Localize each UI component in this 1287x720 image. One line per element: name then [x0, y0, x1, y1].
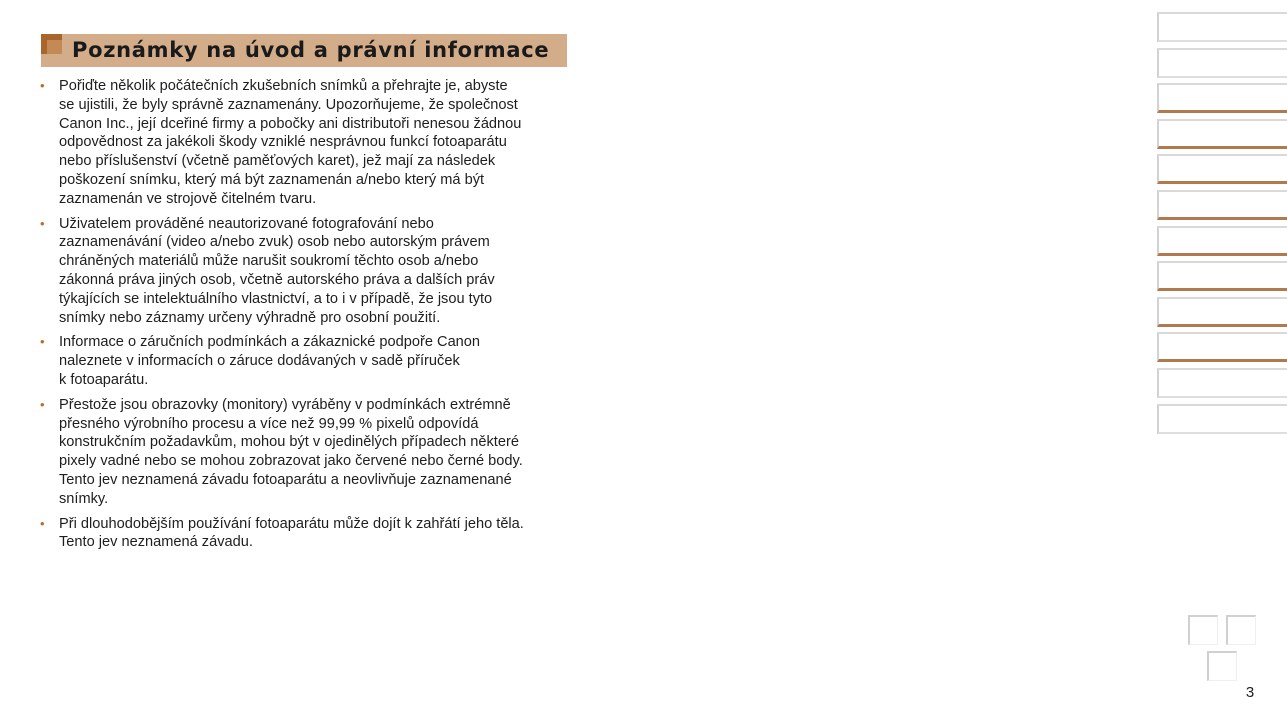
note-line: Uživatelem prováděné neautorizované fotografování nebo: [59, 215, 434, 232]
note-item: [41, 215, 566, 328]
note-line: odpovědnost za jakékoli škody vzniklé nesprávnou funkcí fotoaparátu: [59, 134, 507, 151]
note-line: zaznamenávání (video a/nebo zvuk) osob nebo autorským právem: [59, 234, 490, 251]
note-line: chráněných materiálů může narušit soukromí těchto osob a/nebo: [59, 253, 479, 270]
note-line: poškození snímku, který má být zaznamenán a/nebo který má být: [59, 171, 485, 188]
note-line: konstrukčním požadavkům, mohou být v ojedinělých případech některé: [59, 434, 519, 451]
chapter-tab-4[interactable]: [1157, 119, 1287, 149]
bullet-icon: •: [40, 215, 45, 231]
chapter-tab-7[interactable]: [1157, 226, 1287, 256]
note-line: se ujistili, že byly správně zaznamenány. Upozorňujeme, že společnost: [59, 96, 518, 113]
note-line: pixely vadné nebo se mohou zobrazovat jako červené nebo černé body.: [59, 453, 523, 470]
bullet-icon: •: [40, 334, 45, 350]
back-button[interactable]: [1207, 651, 1237, 681]
chapter-tab-2[interactable]: [1157, 48, 1287, 78]
note-line: Přestože jsou obrazovky (monitory) vyráběny v podmínkách extrémně: [59, 396, 511, 413]
note-line: přesného výrobního procesu a více než 99,99 % pixelů odpovídá: [59, 415, 479, 432]
chapter-tab-10[interactable]: [1157, 332, 1287, 362]
heading-marker-shadow: [47, 40, 62, 54]
chapter-tab-3[interactable]: [1157, 83, 1287, 113]
note-item: [41, 333, 566, 389]
chapter-tab-9[interactable]: [1157, 297, 1287, 327]
chapter-tab-1[interactable]: [1157, 12, 1287, 42]
bullet-icon: •: [40, 515, 45, 531]
note-item: [41, 515, 566, 553]
note-line: Informace o záručních podmínkách a zákaznické podpoře Canon: [59, 334, 481, 351]
note-line: Tento jev neznamená závadu fotoaparátu a neovlivňuje zaznamenané: [59, 471, 512, 488]
note-line: Tento jev neznamená závadu.: [59, 534, 253, 551]
next-page-button[interactable]: [1226, 615, 1256, 645]
bullet-icon: •: [40, 396, 45, 412]
page-title: Poznámky na úvod a právní informace: [72, 38, 550, 62]
note-line: týkajících se intelektuálního vlastnictví, a to i v případě, že jsou tyto: [59, 290, 493, 307]
note-line: zákonná práva jiných osob, včetně autorského práva a dalších práv: [59, 271, 495, 288]
chapter-tab-8[interactable]: [1157, 261, 1287, 291]
note-line: zaznamenán ve strojově čitelném tvaru.: [59, 190, 317, 207]
chapter-tab-5[interactable]: [1157, 154, 1287, 184]
note-line: k fotoaparátu.: [59, 371, 149, 388]
note-line: nebo příslušenství (včetně paměťových karet), jež mají za následek: [59, 153, 496, 170]
chapter-tab-11[interactable]: [1157, 368, 1287, 398]
note-line: snímky nebo záznamy určeny výhradně pro osobní použití.: [59, 309, 441, 326]
previous-page-button[interactable]: [1188, 615, 1218, 645]
chapter-tabs: [1157, 12, 1287, 439]
page-number: 3: [1245, 684, 1255, 701]
note-item: [41, 77, 566, 209]
bullet-icon: •: [40, 78, 45, 93]
note-line: Pořiďte několik počátečních zkušebních snímků a přehrajte je, abyste: [59, 78, 508, 94]
note-line: Při dlouhodobějším používání fotoaparátu může dojít k zahřátí jeho těla.: [59, 515, 524, 532]
notes-list: [41, 77, 566, 558]
note-line: snímky.: [59, 490, 109, 507]
note-item: [41, 396, 566, 509]
chapter-tab-12[interactable]: [1157, 404, 1287, 434]
note-line: naleznete v informacích o záruce dodávaných v sadě příruček: [59, 353, 460, 370]
note-line: Canon Inc., její dceřiné firmy a pobočky ani distributoři nenesou žádnou: [59, 115, 522, 132]
chapter-tab-6[interactable]: [1157, 190, 1287, 220]
